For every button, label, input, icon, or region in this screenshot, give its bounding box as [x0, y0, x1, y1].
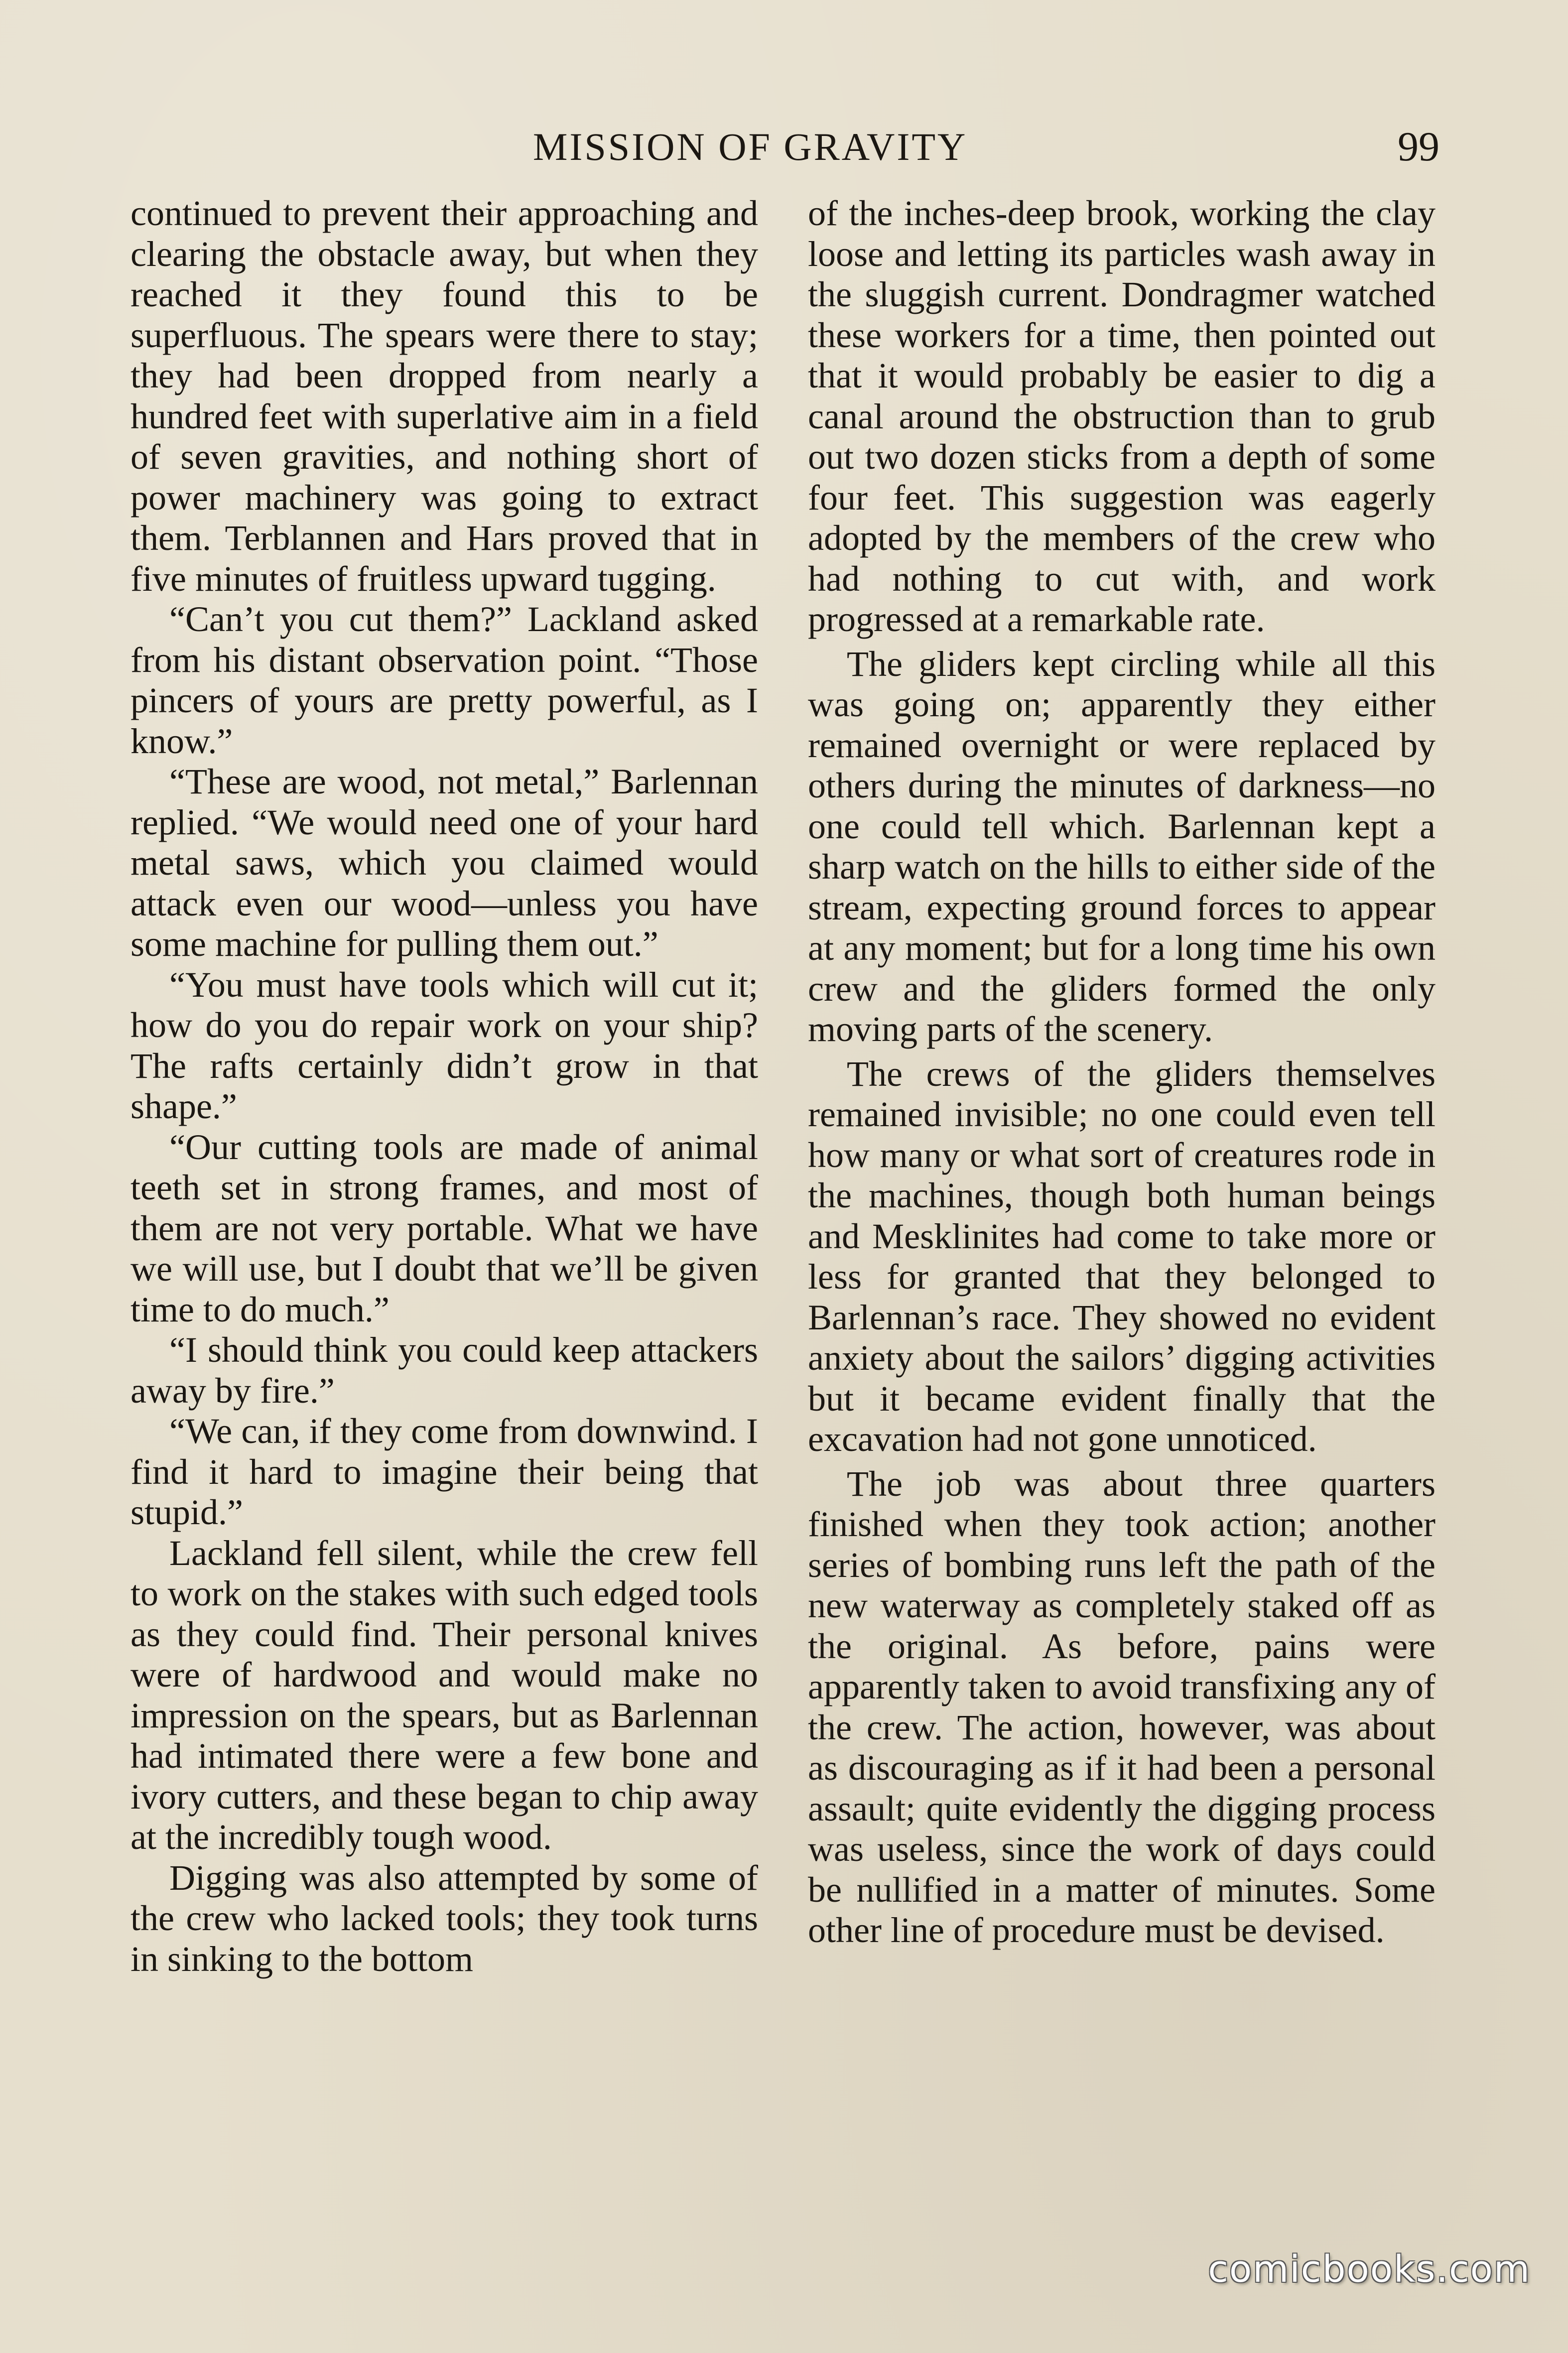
paragraph: continued to prevent their approaching and clearing the obstacle away, but when they reached it they found this to be superfluous. The spears were there to stay; they had been dropped from nearly a hundred feet with superlative aim in a field of seven gravities, and nothing short of power machinery was going to extract them. Terblannen and Hars proved that in five minutes of fruitless upward tugging.	[131, 193, 758, 599]
running-head	[0, 117, 1568, 177]
paragraph: The job was about three quarters finished when they took action; another series of bombing runs left the path of the new waterway as completely staked off as the original. As before, pains were apparently taken to avoid transfixing any of the crew. The action, however, was about as discouraging as if it had been a personal assault; quite evidently the digging process was useless, since the work of days could be nullified in a matter of minutes. Some other line of procedure must be devised.	[808, 1463, 1436, 1950]
paragraph: “These are wood, not metal,” Barlennan replied. “We would need one of your hard metal saws, which you claimed would attack even our wood—unless you have some machine for pulling them out.”	[131, 762, 758, 964]
paragraph: “We can, if they come from downwind. I find it hard to imagine their being that stupid.”	[131, 1411, 758, 1532]
paragraph: The crews of the gliders themselves remained invisible; no one could even tell how many or what sort of creatures rode in the machines, though both human beings and Mesklinites had come to take more or less for granted that they belonged to Barlennan’s race. They showed no evident anxiety about the sailors’ digging activities but it became evident finally that the excavation had not gone unnoticed.	[808, 1053, 1436, 1459]
watermark: comicbooks.com	[1208, 2248, 1531, 2291]
page-number: 99	[1398, 124, 1439, 170]
paragraph: The gliders kept circling while all this was going on; apparently they either remained overnight or were replaced by others during the minutes of darkness—no one could tell which. Barlennan kept a sharp watch on the hills to either side of the stream, expecting ground forces to appear at any moment; but for a long time his own crew and the gliders formed the only moving parts of the scenery.	[808, 644, 1436, 1049]
running-title: MISSION OF GRAVITY	[533, 125, 968, 168]
left-column	[131, 193, 758, 1979]
paragraph: “I should think you could keep attackers away by fire.”	[131, 1330, 758, 1411]
paragraph: “You must have tools which will cut it; how do you do repair work on your ship? The rafts certainly didn’t grow in that shape.”	[131, 964, 758, 1126]
paragraph: of the inches-deep brook, working the clay loose and letting its particles wash away in the sluggish current. Dondragmer watched these workers for a time, then pointed out that it would probably be easier to dig a canal around the obstruction than to grub out two dozen sticks from a depth of some four feet. This suggestion was eagerly adopted by the members of the crew who had nothing to cut with, and work progressed at a remarkable rate.	[808, 193, 1436, 639]
paragraph: “Can’t you cut them?” Lackland asked from his distant observation point. “Those pincers of yours are pretty powerful, as I know.”	[131, 599, 758, 761]
right-column	[808, 193, 1436, 1951]
paragraph: “Our cutting tools are made of animal teeth set in strong frames, and most of them are not very portable. What we have we will use, but I doubt that we’ll be given time to do much.”	[131, 1127, 758, 1329]
paragraph: Lackland fell silent, while the crew fell to work on the stakes with such edged tools as they could find. Their personal knives were of hardwood and would make no impression on the spears, but as Barlennan had intimated there were a few bone and ivory cutters, and these began to chip away at the incredibly tough wood.	[131, 1533, 758, 1857]
paragraph: Digging was also attempted by some of the crew who lacked tools; they took turns in sinking to the bottom	[131, 1857, 758, 1979]
